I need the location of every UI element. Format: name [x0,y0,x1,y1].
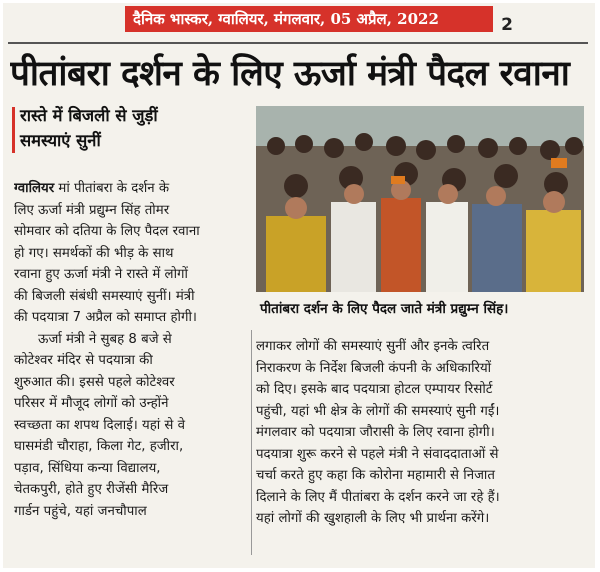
subheadline-line: समस्याएं सुनीं [20,131,101,150]
article-line: दिलाने के लिए मैं पीतांबरा के दर्शन करने जा रहे हैं। [256,489,500,505]
article-line: ऊर्जा मंत्री ने सुबह 8 बजे से [38,331,172,347]
article-line: रवाना हुए ऊर्जा मंत्री ने रास्ते में लोगों [14,267,188,282]
article-line [14,178,248,200]
article-line: निराकरण के निर्देश बिजली कंपनी के अधिकारियों [256,360,492,376]
page-number: 2 [501,15,513,35]
article-line: की बिजली संबंधी समस्याएं सुनीं। मंत्री [14,288,195,304]
masthead: दैनिक भास्कर, ग्वालियर, मंगलवार, 05 अप्रैल, 2022 [125,6,493,32]
article-line: पदयात्रा शुरू करने से पहले मंत्री ने संवाददाताओं से [256,446,499,462]
crowd-photo-illustration [256,106,584,292]
subheadline [20,103,245,153]
photo-caption: पीतांबरा दर्शन के लिए पैदल जाते मंत्री प्रद्युम्न सिंह। [260,301,509,317]
article-line: गार्डन पहुंचे, यहां जनचौपाल [14,503,147,519]
article-line: परिसर में मौजूद लोगों को उन्होंने [14,396,169,411]
article-line: हो गए। समर्थकों की भीड़ के साथ [14,245,174,261]
article-line: शुरुआत की। इससे पहले कोटेश्वर [14,374,175,390]
article-line: को दिए। इसके बाद पदयात्रा होटल एम्पायर रिसोर्ट [256,382,493,397]
article-line: चेतकपुरी, होते हुए रीजेंसी मैरिज [14,482,169,497]
subheadline-accent-bar [12,107,15,153]
article-column-1 [14,178,248,522]
article-line: सोमवार को दतिया के लिए पैदल रवाना [14,224,200,239]
article-line: लिए ऊर्जा मंत्री प्रद्युम्न सिंह तोमर [14,202,170,218]
news-photo [256,106,584,292]
article-line: चर्चा करते हुए कहा कि कोरोना महामारी से निजात [256,468,495,483]
article-line: स्वच्छता का शपथ दिलाई। यहां से वे [14,417,186,433]
article-column-2 [256,336,586,530]
header-rule [8,42,588,44]
article-line: की पदयात्रा 7 अप्रैल को समाप्त होगी। [14,310,197,325]
article-line: लगाकर लोगों की समस्याएं सुनीं और इनके त्वरित [256,339,490,354]
article-line: घासमंडी चौराहा, किला गेट, हजीरा, [14,439,184,454]
column-divider [251,330,252,555]
article-line-text: मां पीतांबरा के दर्शन के [58,181,170,196]
subheadline-line: रास्ते में बिजली से जुड़ीं [20,106,158,125]
dateline-place: ग्वालियर [14,181,55,196]
article-line: मंगलवार को पदयात्रा जौरासी के लिए रवाना होगी। [256,425,495,440]
article-line: यहां लोगों की खुशहाली के लिए भी प्रार्थना करेंगे। [256,511,490,526]
article-line: कोटेश्वर मंदिर से पदयात्रा की [14,353,153,368]
article-line: पहुंची, यहां भी क्षेत्र के लोगों की समस्याएं सुनी गईं। [256,403,500,419]
article-line: पड़ाव, सिंधिया कन्या विद्यालय, [14,460,161,476]
headline: पीतांबरा दर्शन के लिए ऊर्जा मंत्री पैदल रवाना [10,54,570,94]
